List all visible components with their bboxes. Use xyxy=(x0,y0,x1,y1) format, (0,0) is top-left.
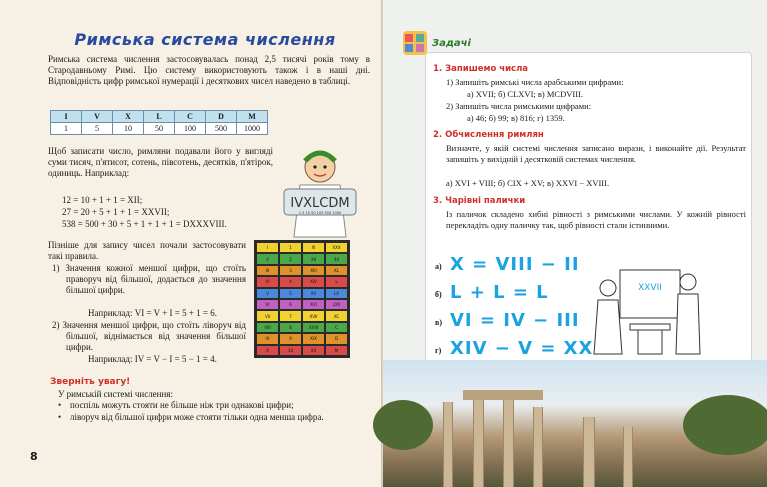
task-3-text: Із паличок складено хибні рівності з римськими числами. У кожній рівності перекладіть одну паличку так, щоб рівності стали істинними. xyxy=(446,209,746,230)
attention-heading: Зверніть увагу! xyxy=(50,377,131,387)
attention-bullet: • поспіль можуть стояти не більше ніж три однакові цифри; xyxy=(58,400,368,411)
grid-cell: II xyxy=(257,254,278,263)
table-cell-arabic: 5 xyxy=(82,123,113,135)
table-cell-roman: V xyxy=(82,111,113,123)
grid-cell: M xyxy=(326,346,347,355)
numbers-icon xyxy=(402,30,428,56)
grid-cell: XX xyxy=(303,346,324,355)
page-title: Римська система числення xyxy=(74,30,336,49)
rule-2-example: Наприклад: IV = V − I = 5 − 1 = 4. xyxy=(88,354,217,364)
rule-1-example: Наприклад: VI = V + I = 5 + 1 = 6. xyxy=(88,308,217,318)
roman-boy-illustration xyxy=(280,145,360,240)
grid-cell: D xyxy=(326,334,347,343)
roman-forum-photo xyxy=(383,360,767,487)
table-cell-roman: M xyxy=(237,111,268,123)
table-cell-roman: X xyxy=(113,111,144,123)
task-1-title: 1. Запишемо числа xyxy=(433,64,529,74)
task-1-q1-items: а) XVII; б) CLXVI; в) MCDVIII. xyxy=(467,89,583,99)
task-1-q1: 1) Запишіть римські числа арабськими цифрами: xyxy=(446,77,624,87)
table-cell-arabic: 10 xyxy=(113,123,144,135)
grid-cell: VI xyxy=(257,300,278,309)
grid-cell: I xyxy=(257,243,278,252)
grid-cell: 7 xyxy=(280,311,301,320)
grid-cell: XIX xyxy=(303,334,324,343)
roman-table xyxy=(50,110,268,135)
grid-cell: LX xyxy=(326,289,347,298)
equation-a: X = VIII − II xyxy=(450,254,580,275)
table-cell-roman: C xyxy=(175,111,206,123)
task-1-q2-items: а) 46; б) 99; в) 816; г) 1359. xyxy=(467,113,565,123)
boy-sign-numbers: 1 5 10 50 100 500 1000 xyxy=(298,211,342,215)
attention-list xyxy=(58,400,368,424)
example-2: 27 = 20 + 5 + 1 + 1 = XXVII; xyxy=(62,207,170,217)
grid-cell: 4 xyxy=(280,277,301,286)
task-2-items: а) XVI + VIII; б) CIX + XV; в) XXVI − XVIII. xyxy=(446,178,610,188)
attention-intro: У римській системі числення: xyxy=(58,389,173,399)
grid-cell: XVI xyxy=(303,300,324,309)
attention-bullet: • ліворуч від більшої цифри може стояти тільки одна менша цифра. xyxy=(58,412,368,423)
example-1: 12 = 10 + 1 + 1 = XII; xyxy=(62,195,143,205)
roman-numeral-grid xyxy=(254,240,350,358)
grid-cell: XL xyxy=(326,266,347,275)
grid-cell: XIV xyxy=(303,277,324,286)
table-cell-arabic: 500 xyxy=(206,123,237,135)
grid-cell: XIII xyxy=(303,266,324,275)
eq-a-label: а) xyxy=(435,262,442,271)
grid-cell: VIII xyxy=(257,323,278,332)
grid-cell: 40 xyxy=(326,254,347,263)
equation-c: VI = IV − III xyxy=(450,310,580,331)
board-text: XXVII xyxy=(638,283,662,293)
page-number: 8 xyxy=(30,450,38,463)
task-2-title: 2. Обчислення римлян xyxy=(433,130,544,140)
table-cell-arabic: 1000 xyxy=(237,123,268,135)
grid-cell: XC xyxy=(326,311,347,320)
equation-b: L + L = L xyxy=(450,282,549,303)
grid-cell: IX xyxy=(257,334,278,343)
eq-d-label: г) xyxy=(435,346,442,355)
grid-cell: III xyxy=(257,266,278,275)
example-3: 538 = 500 + 30 + 5 + 1 + 1 + 1 = DXXXVIII. xyxy=(62,219,227,229)
grid-cell: XXX xyxy=(326,243,347,252)
grid-cell: 1 xyxy=(280,243,301,252)
equation-d: XIV − V = XX xyxy=(450,338,594,359)
grid-cell: L xyxy=(326,277,347,286)
table-cell-roman: L xyxy=(144,111,175,123)
grid-cell: VII xyxy=(257,311,278,320)
grid-cell: XI xyxy=(303,243,324,252)
grid-cell: X xyxy=(257,346,278,355)
grid-cell: XVII xyxy=(303,311,324,320)
grid-cell: 10 xyxy=(280,346,301,355)
grid-cell: 5 xyxy=(280,289,301,298)
grid-cell: XII xyxy=(303,254,324,263)
grid-cell: XV xyxy=(303,289,324,298)
grid-cell: 8 xyxy=(280,323,301,332)
grid-cell: IV xyxy=(257,277,278,286)
table-cell-roman: I xyxy=(51,111,82,123)
sum-paragraph: Щоб записати число, римляни подавали його у вигляді суми тисяч, п'ятисот, сотень, півсотень, десятків, п'ятірок, одиниць. Наприклад: xyxy=(48,146,273,178)
table-cell-roman: D xyxy=(206,111,237,123)
rules-intro: Пізніше для запису чисел почали застосовувати такі правила. xyxy=(48,240,246,261)
grid-cell: LXX xyxy=(326,300,347,309)
table-cell-arabic: 1 xyxy=(51,123,82,135)
left-page xyxy=(0,0,382,487)
table-cell-arabic: 100 xyxy=(175,123,206,135)
eq-c-label: в) xyxy=(435,318,442,327)
roman-teachers-illustration xyxy=(592,258,702,358)
grid-cell: XVIII xyxy=(303,323,324,332)
task-2-text: Визначте, у якій системі числення записано вирази, і виконайте дії. Результат запишіть у вихідній і десятковій системах числення. xyxy=(446,143,746,164)
grid-cell: C xyxy=(326,323,347,332)
grid-cell: 6 xyxy=(280,300,301,309)
grid-cell: 2 xyxy=(280,254,301,263)
task-3-title: 3. Чарівні палички xyxy=(433,196,526,206)
table-cell-arabic: 50 xyxy=(144,123,175,135)
grid-cell: 3 xyxy=(280,266,301,275)
rule-1: 1) Значення кожної меншої цифри, що стоїть праворуч від більшої, додається до значення більшої цифри. xyxy=(52,263,246,295)
task-1-q2: 2) Запишіть числа римськими цифрами: xyxy=(446,101,592,111)
intro-paragraph: Римська система числення застосовувалась понад 2,5 тисячі років тому в Стародавньому Римі. Цю систему використовують також і в наші дні. Відповідність цифр римської нумерації і десяткових чисел наведено в таблиці. xyxy=(48,54,370,86)
boy-sign-letters: IVXLCDM xyxy=(290,196,350,211)
grid-cell: V xyxy=(257,289,278,298)
tasks-heading: Задачі xyxy=(432,38,471,49)
rule-2: 2) Значення меншої цифри, що стоїть ліворуч від більшої, віднімається від значення більшої цифри. xyxy=(52,320,246,352)
eq-b-label: б) xyxy=(435,290,442,299)
grid-cell: 9 xyxy=(280,334,301,343)
